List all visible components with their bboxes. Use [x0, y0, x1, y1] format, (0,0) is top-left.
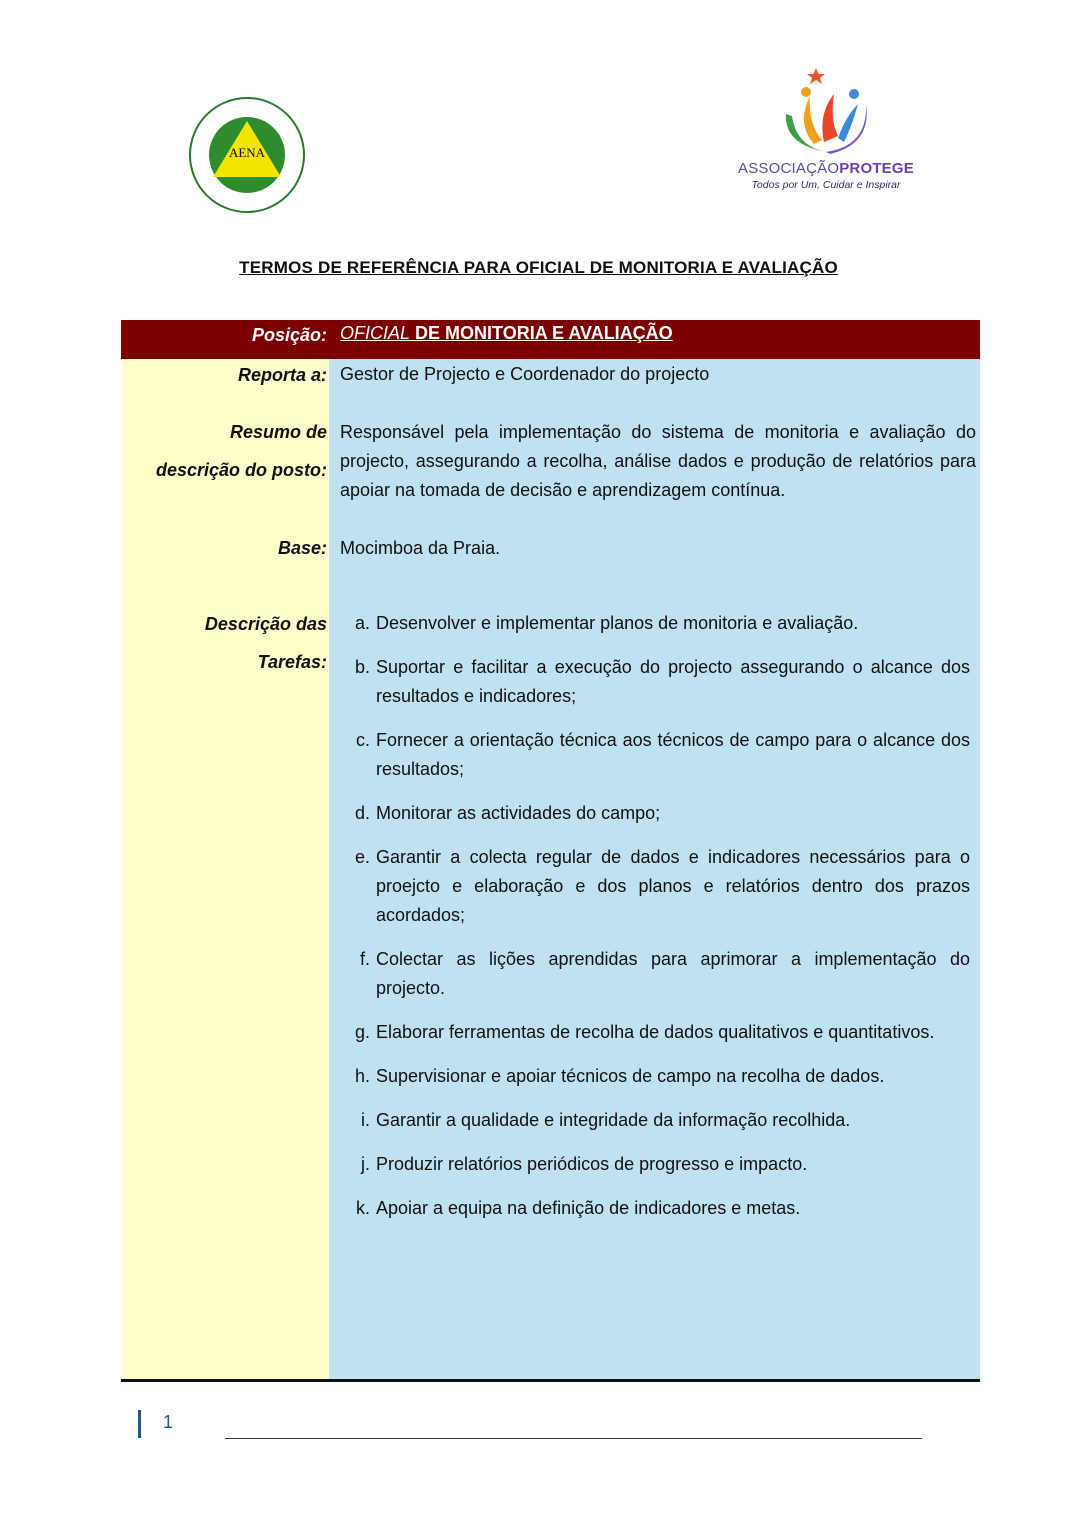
- terms-table: [121, 320, 980, 1381]
- base-value: Mocimboa da Praia.: [340, 538, 501, 558]
- list-item-text: Supervisionar e apoiar técnicos de campo na recolha de dados.: [376, 1066, 885, 1086]
- list-marker: b.: [354, 657, 370, 677]
- protege-name-part-1: ASSOCIAÇÃO: [738, 160, 840, 177]
- label-column: [121, 359, 329, 1381]
- footer-rule: [225, 1438, 922, 1439]
- protege-name-part-2: PROTEGE: [839, 160, 914, 177]
- reports-to-value: Gestor de Projecto e Coordenador do projecto: [340, 364, 710, 384]
- list-item: [340, 1018, 970, 1047]
- summary-label-line-2: descrição do posto:: [155, 460, 327, 480]
- list-marker: g.: [354, 1022, 370, 1042]
- aena-emblem-icon: [186, 95, 308, 215]
- protege-emblem-icon: [726, 64, 926, 160]
- list-item: [340, 1150, 970, 1179]
- aena-logo: [186, 95, 308, 215]
- position-label: Posição:: [251, 325, 327, 345]
- list-marker: e.: [354, 847, 370, 867]
- page-number: 1: [163, 1412, 174, 1432]
- table-header-row: [121, 320, 980, 359]
- list-item-text: Desenvolver e implementar planos de monitoria e avaliação.: [376, 613, 859, 633]
- document-title: TERMOS DE REFERÊNCIA PARA OFICIAL DE MONITORIA E AVALIAÇÃO: [239, 258, 838, 277]
- list-item: [340, 653, 970, 711]
- table-bottom-rule: [121, 1379, 980, 1382]
- position-value-rest: DE MONITORIA E AVALIAÇÃO: [410, 323, 673, 343]
- list-marker: a.: [354, 613, 370, 633]
- list-marker: f.: [359, 949, 370, 969]
- list-item: [340, 945, 970, 1003]
- list-item-text: Garantir a qualidade e integridade da informação recolhida.: [376, 1110, 851, 1130]
- protege-tagline: Todos por Um, Cuidar e Inspirar: [751, 179, 901, 191]
- list-marker: c.: [355, 730, 370, 750]
- tasks-label-line-1: Descrição das: [204, 614, 327, 634]
- list-item-text: Garantir a colecta regular de dados e indicadores necessários para o proejcto e elaboração e dos planos e relatórios dentro dos prazos acordados;: [376, 847, 970, 925]
- tasks-label-line-2: Tarefas:: [257, 652, 327, 672]
- list-item: [340, 843, 970, 930]
- list-item: [340, 609, 970, 638]
- list-marker: k.: [355, 1198, 370, 1218]
- list-item-text: Suportar e facilitar a execução do projecto assegurando o alcance dos resultados e indicadores;: [376, 657, 970, 706]
- aena-logo-text: AENA: [228, 145, 266, 160]
- list-marker: j.: [361, 1154, 370, 1174]
- list-item-text: Colectar as lições aprendidas para aprimorar a implementação do projecto.: [376, 949, 970, 998]
- summary-label-line-1: Resumo de: [229, 422, 327, 442]
- protege-logo: [726, 64, 926, 198]
- list-item-text: Monitorar as actividades do campo;: [376, 803, 661, 823]
- list-marker: d.: [354, 803, 370, 823]
- list-item: [340, 1106, 970, 1135]
- base-label: Base:: [277, 538, 327, 558]
- summary-value: Responsável pela implementação do sistema de monitoria e avaliação do projecto, assegurando a recolha, análise dados e produção de relatórios para apoiar na tomada de decisão e aprendizagem contínua.: [340, 422, 976, 500]
- footer-accent-bar: [138, 1410, 141, 1438]
- list-item: [340, 1062, 970, 1091]
- list-item: [340, 726, 970, 784]
- list-marker: i.: [361, 1110, 370, 1130]
- reports-to-label: Reporta a:: [237, 365, 327, 385]
- list-marker: h.: [354, 1066, 370, 1086]
- list-item: [340, 799, 970, 828]
- position-value: [340, 320, 673, 346]
- position-value-italic: OFICIAL: [340, 323, 411, 343]
- list-item: [340, 1194, 970, 1223]
- protege-name: [726, 160, 926, 177]
- list-item-text: Produzir relatórios periódicos de progresso e impacto.: [376, 1154, 808, 1174]
- list-item-text: Elaborar ferramentas de recolha de dados qualitativos e quantitativos.: [376, 1022, 935, 1042]
- tasks-list: [340, 609, 970, 1238]
- list-item-text: Fornecer a orientação técnica aos técnicos de campo para o alcance dos resultados;: [376, 730, 970, 779]
- list-item-text: Apoiar a equipa na definição de indicadores e metas.: [376, 1198, 801, 1218]
